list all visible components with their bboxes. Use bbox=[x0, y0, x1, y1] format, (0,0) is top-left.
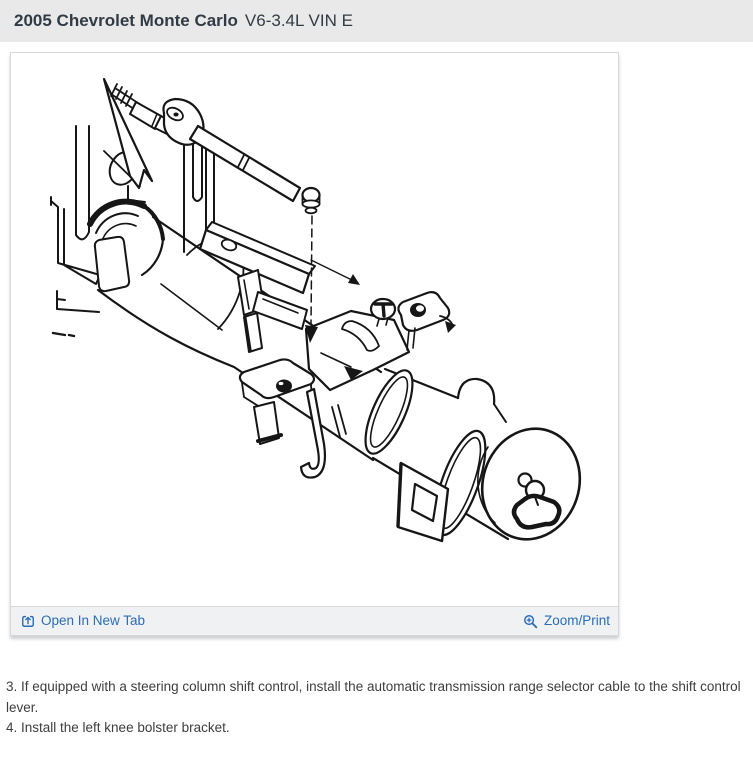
diagram-canvas bbox=[11, 53, 618, 606]
open-in-new-tab-link[interactable] bbox=[21, 614, 145, 628]
page-header bbox=[0, 0, 753, 42]
instruction-step-3: 3. If equipped with a steering column shift control, install the automatic transmission range selector cable to the shift control lever. bbox=[6, 679, 741, 715]
zoom-print-link[interactable] bbox=[523, 614, 610, 629]
instruction-step-4: 4. Install the left knee bolster bracket. bbox=[6, 720, 230, 735]
instructions bbox=[0, 677, 753, 739]
viewer-toolbar bbox=[11, 606, 618, 635]
open-in-new-tab-label: Open In New Tab bbox=[41, 613, 146, 629]
steering-column-diagram bbox=[11, 53, 618, 606]
zoom-in-magnifier-plus-icon bbox=[523, 614, 538, 629]
open-in-new-tab-icon bbox=[21, 614, 35, 628]
image-viewer-panel bbox=[10, 52, 619, 636]
vehicle-title: 2005 Chevrolet Monte Carlo bbox=[14, 11, 238, 30]
zoom-print-label: Zoom/Print bbox=[543, 613, 610, 629]
vehicle-engine: V6-3.4L VIN E bbox=[244, 11, 353, 30]
